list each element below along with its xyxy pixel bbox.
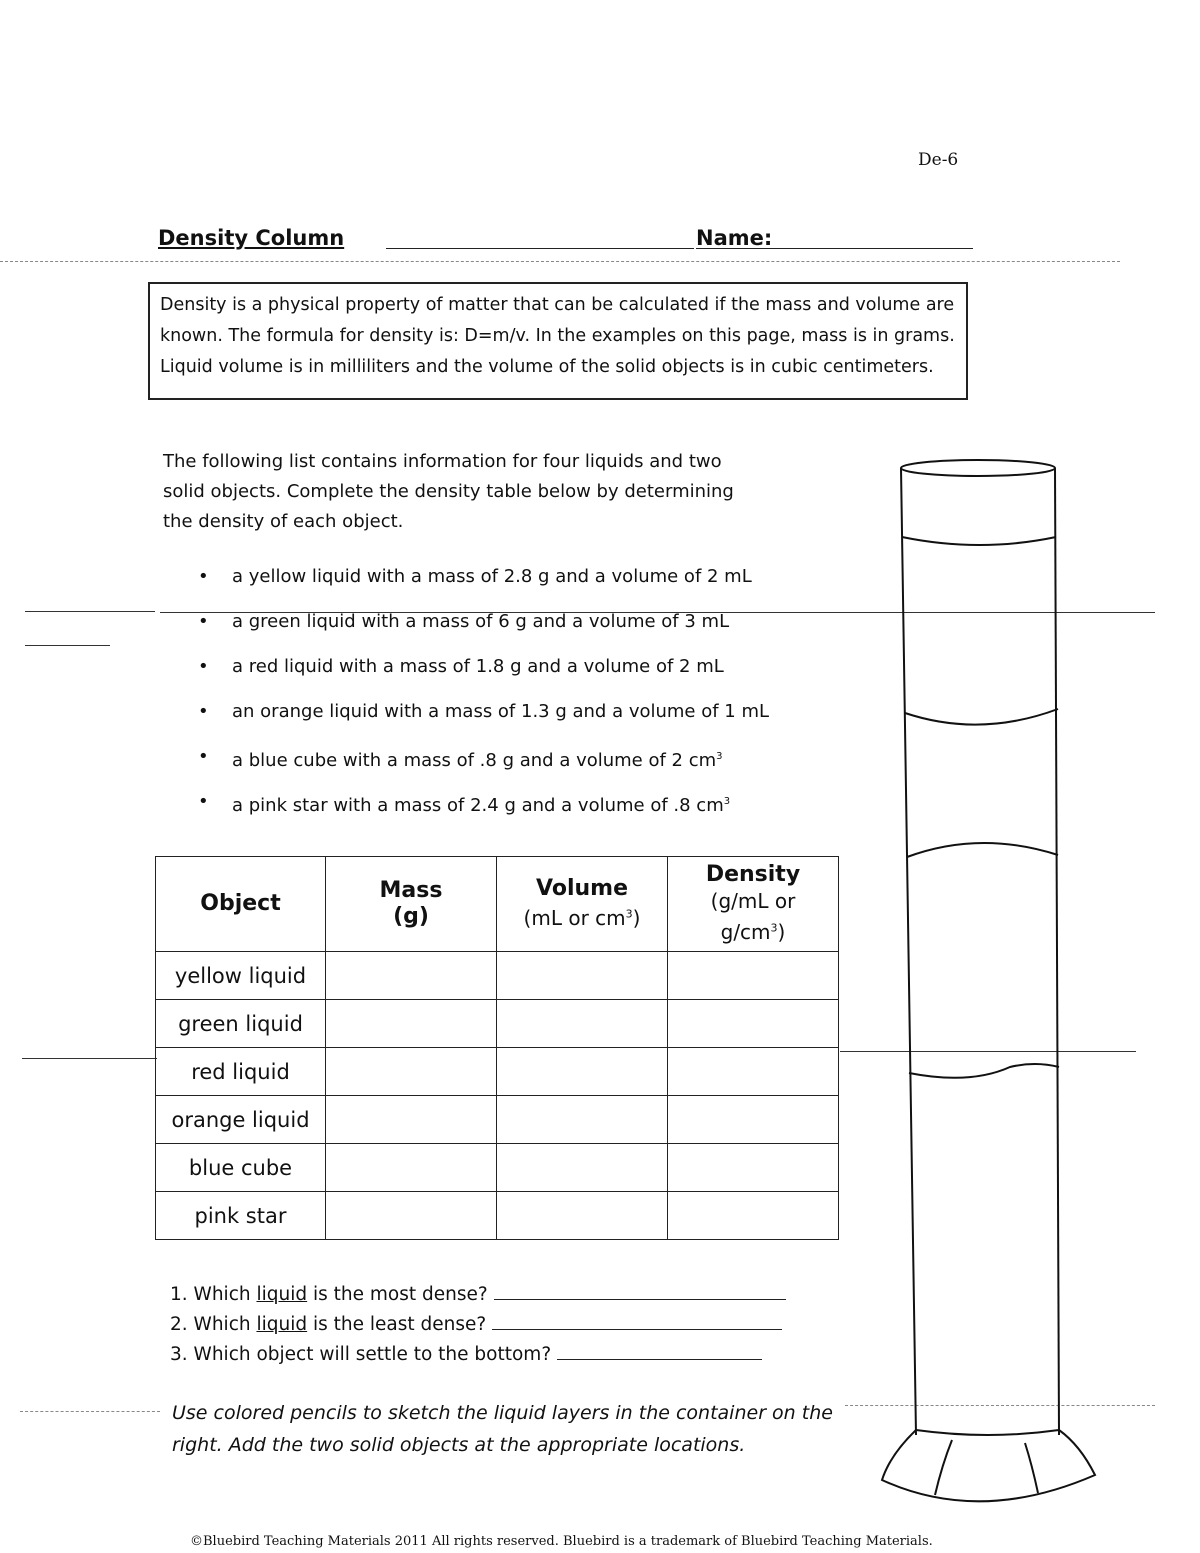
- questions: [170, 1280, 786, 1370]
- table-row: [156, 1144, 839, 1192]
- density-cell[interactable]: [668, 1144, 839, 1192]
- table-row: [156, 952, 839, 1000]
- base-line: [1025, 1443, 1038, 1493]
- base-line: [935, 1440, 952, 1495]
- table-row: [156, 1048, 839, 1096]
- header-volume: Volume (mL or $cm^3$): [497, 857, 668, 952]
- mass-cell[interactable]: [326, 952, 497, 1000]
- scan-artifact-line: [25, 611, 155, 612]
- question-1: 1. Which liquid is the most dense?: [170, 1280, 786, 1310]
- item-list: [198, 560, 769, 830]
- layer-line: [909, 1064, 1059, 1078]
- table-row: [156, 1096, 839, 1144]
- list-item: • a blue cube with a mass of .8 g and a volume of 2 $cm^3$: [198, 740, 769, 785]
- page-title: Density Column: [158, 226, 345, 250]
- layer-line: [905, 709, 1058, 725]
- cylinder-rim: [901, 460, 1055, 476]
- cylinder-right-wall: [1055, 468, 1059, 1435]
- mass-cell[interactable]: [326, 1000, 497, 1048]
- header: [158, 226, 973, 252]
- instructions: Use colored pencils to sketch the liquid layers in the container on the right. Add the two solid objects at the appropriate locations.: [172, 1402, 833, 1456]
- object-cell: pink star: [156, 1192, 326, 1240]
- mass-cell[interactable]: [326, 1048, 497, 1096]
- question-2: 2. Which liquid is the least dense?: [170, 1310, 786, 1340]
- volume-cell[interactable]: [497, 1192, 668, 1240]
- volume-cell[interactable]: [497, 1000, 668, 1048]
- scan-artifact-line: [22, 1058, 157, 1059]
- object-cell: yellow liquid: [156, 952, 326, 1000]
- list-item: • an orange liquid with a mass of 1.3 g and a volume of 1 mL: [198, 695, 769, 740]
- density-cell[interactable]: [668, 1048, 839, 1096]
- footer-copyright: ©Bluebird Teaching Materials 2011 All rights reserved. Bluebird is a trademark of Bluebird Teaching Materials.: [190, 1534, 933, 1549]
- object-cell: orange liquid: [156, 1096, 326, 1144]
- intro-box: Density is a physical property of matter that can be calculated if the mass and volume are known. The formula for density is: D=m/v. In the examples on this page, mass is in grams. Liquid volume is in milliliters and the volume of the solid objects is in cubic centimeters.: [148, 282, 968, 400]
- name-field[interactable]: [696, 248, 973, 249]
- lead-paragraph: The following list contains information for four liquids and two solid objects. Complete the density table below by determining the density of each object.: [163, 451, 734, 532]
- list-item: • a yellow liquid with a mass of 2.8 g and a volume of 2 mL: [198, 560, 769, 605]
- header-density: Density (g/mL or $g/cm^3$): [668, 857, 839, 952]
- object-cell: red liquid: [156, 1048, 326, 1096]
- density-cell[interactable]: [668, 1000, 839, 1048]
- list-item: • a green liquid with a mass of 6 g and a volume of 3 mL: [198, 605, 769, 650]
- density-cell[interactable]: [668, 952, 839, 1000]
- scan-artifact-line: [0, 261, 1120, 262]
- table-header-row: [156, 857, 839, 952]
- volume-cell[interactable]: [497, 1048, 668, 1096]
- base-top: [916, 1430, 1059, 1435]
- layer-line: [907, 843, 1058, 857]
- answer-1-field[interactable]: [494, 1281, 786, 1300]
- answer-3-field[interactable]: [557, 1341, 762, 1360]
- density-cell[interactable]: [668, 1192, 839, 1240]
- table-row: [156, 1192, 839, 1240]
- question-3: 3. Which object will settle to the bottom?: [170, 1340, 786, 1370]
- cylinder-left-wall: [901, 468, 916, 1435]
- mass-cell[interactable]: [326, 1144, 497, 1192]
- mass-cell[interactable]: [326, 1096, 497, 1144]
- object-cell: green liquid: [156, 1000, 326, 1048]
- name-label: Name:: [696, 226, 773, 250]
- density-cell[interactable]: [668, 1096, 839, 1144]
- layer-line: [902, 537, 1056, 545]
- volume-cell[interactable]: [497, 1096, 668, 1144]
- header-object: Object: [156, 857, 326, 952]
- object-cell: blue cube: [156, 1144, 326, 1192]
- scan-artifact-line: [25, 645, 110, 646]
- density-table: [155, 856, 839, 1240]
- title-rule: [386, 248, 694, 249]
- header-mass: Mass (g): [326, 857, 497, 952]
- cylinder-base: [882, 1430, 1095, 1501]
- scan-artifact-line: [20, 1411, 160, 1412]
- table-row: [156, 1000, 839, 1048]
- list-item: • a red liquid with a mass of 1.8 g and a volume of 2 mL: [198, 650, 769, 695]
- page-id: De-6: [918, 150, 959, 170]
- mass-cell[interactable]: [326, 1192, 497, 1240]
- volume-cell[interactable]: [497, 1144, 668, 1192]
- volume-cell[interactable]: [497, 952, 668, 1000]
- answer-2-field[interactable]: [492, 1311, 782, 1330]
- graduated-cylinder-drawing: [860, 445, 1150, 1520]
- list-item: • a pink star with a mass of 2.4 g and a volume of .8 $cm^3$: [198, 785, 769, 830]
